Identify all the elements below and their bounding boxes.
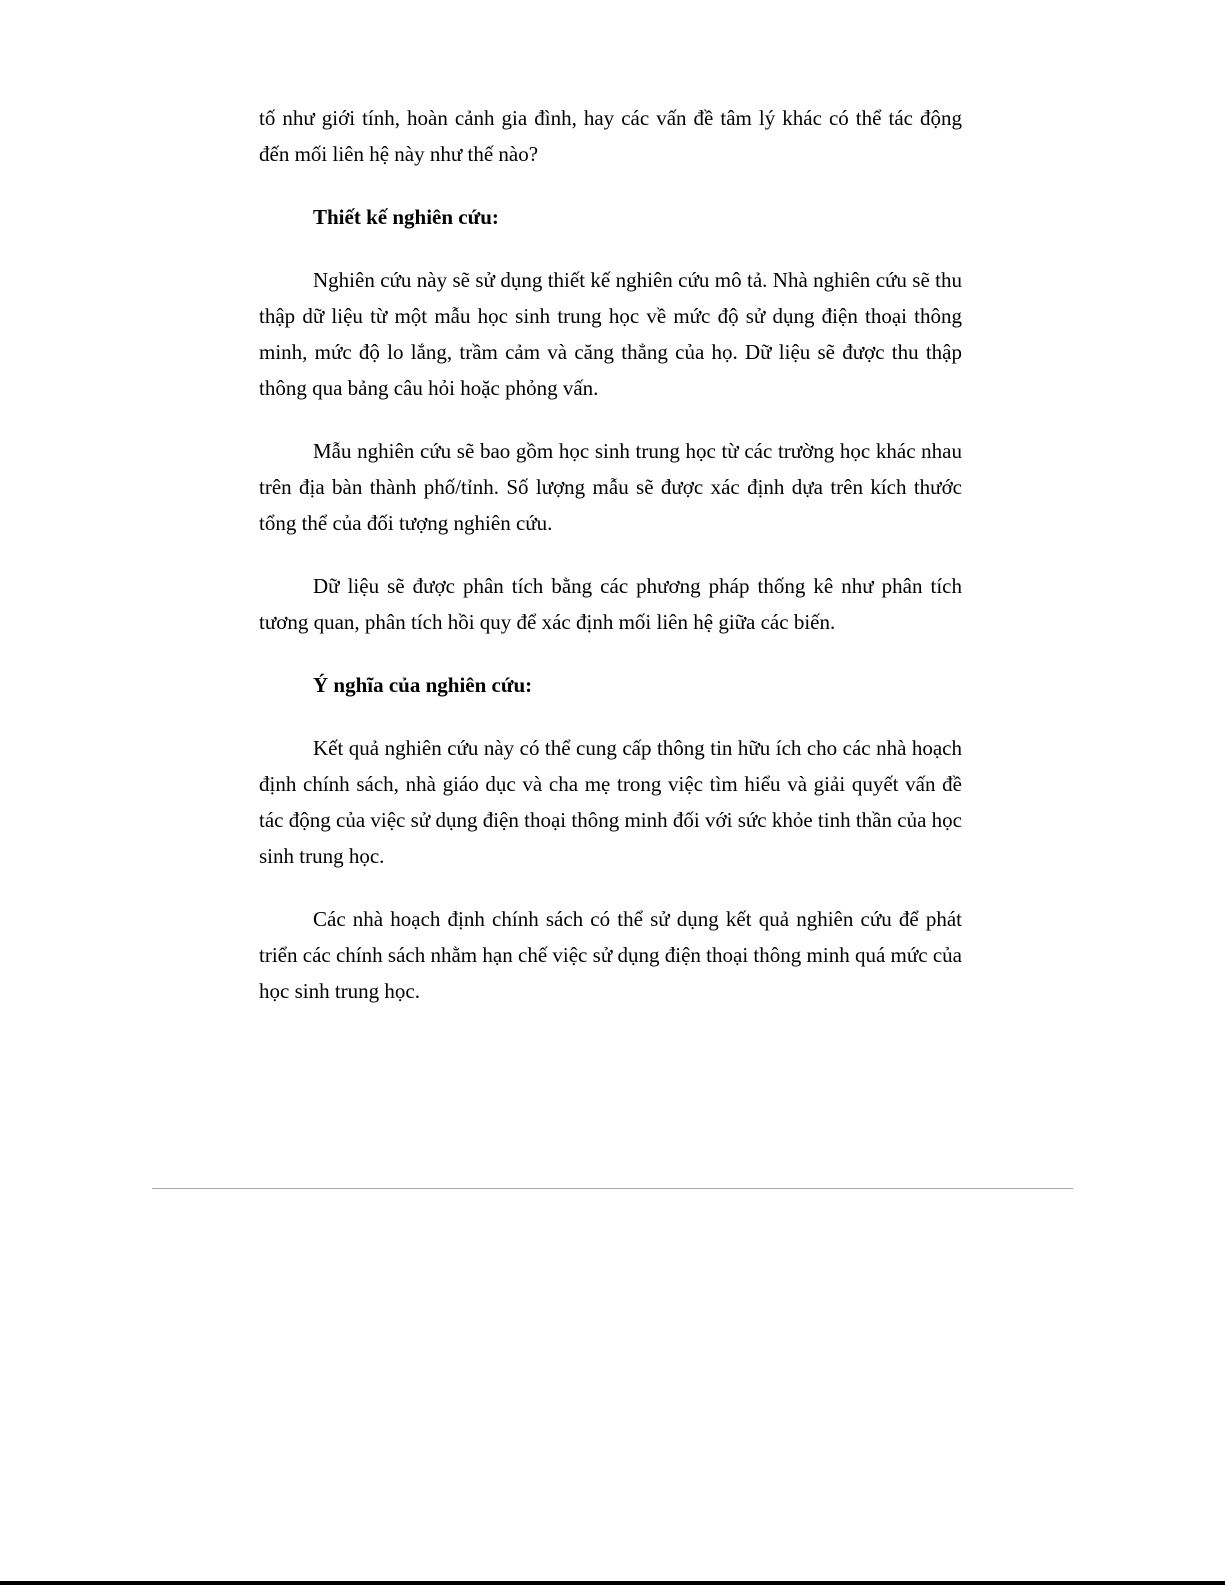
paragraph-continuation: tố như giới tính, hoàn cảnh gia đình, hay các vấn đề tâm lý khác có thể tác động đến mối liên hệ này như thế nào?	[259, 106, 962, 166]
paragraph-significance: Kết quả nghiên cứu này có thể cung cấp thông tin hữu ích cho các nhà hoạch định chính sách, nhà giáo dục và cha mẹ trong việc tìm hiểu và giải quyết vấn đề tác động của việc sử dụng điện thoại thông minh đối với sức khỏe tinh thần của học sinh trung học.	[259, 736, 962, 868]
paragraph-policy: Các nhà hoạch định chính sách có thể sử dụng kết quả nghiên cứu để phát triển các chính sách nhằm hạn chế việc sử dụng điện thoại thông minh quá mức của học sinh trung học.	[259, 907, 962, 1003]
paragraph-study-design: Nghiên cứu này sẽ sử dụng thiết kế nghiên cứu mô tả. Nhà nghiên cứu sẽ thu thập dữ liệu từ một mẫu học sinh trung học về mức độ sử dụng điện thoại thông minh, mức độ lo lắng, trầm cảm và căng thẳng của họ. Dữ liệu sẽ được thu thập thông qua bảng câu hỏi hoặc phỏng vấn.	[259, 268, 962, 400]
paragraph-sample: Mẫu nghiên cứu sẽ bao gồm học sinh trung học từ các trường học khác nhau trên địa bàn thành phố/tỉnh. Số lượng mẫu sẽ được xác định dựa trên kích thước tổng thể của đối tượng nghiên cứu.	[259, 439, 962, 535]
section-heading-significance: Ý nghĩa của nghiên cứu:	[313, 673, 533, 697]
page-separator-line	[152, 1188, 1073, 1189]
paragraph-analysis: Dữ liệu sẽ được phân tích bằng các phương pháp thống kê như phân tích tương quan, phân tích hồi quy để xác định mối liên hệ giữa các biến.	[259, 574, 962, 634]
bottom-edge-rule	[0, 1581, 1225, 1585]
section-heading-study-design: Thiết kế nghiên cứu:	[313, 205, 499, 229]
page-body	[259, 100, 962, 1009]
